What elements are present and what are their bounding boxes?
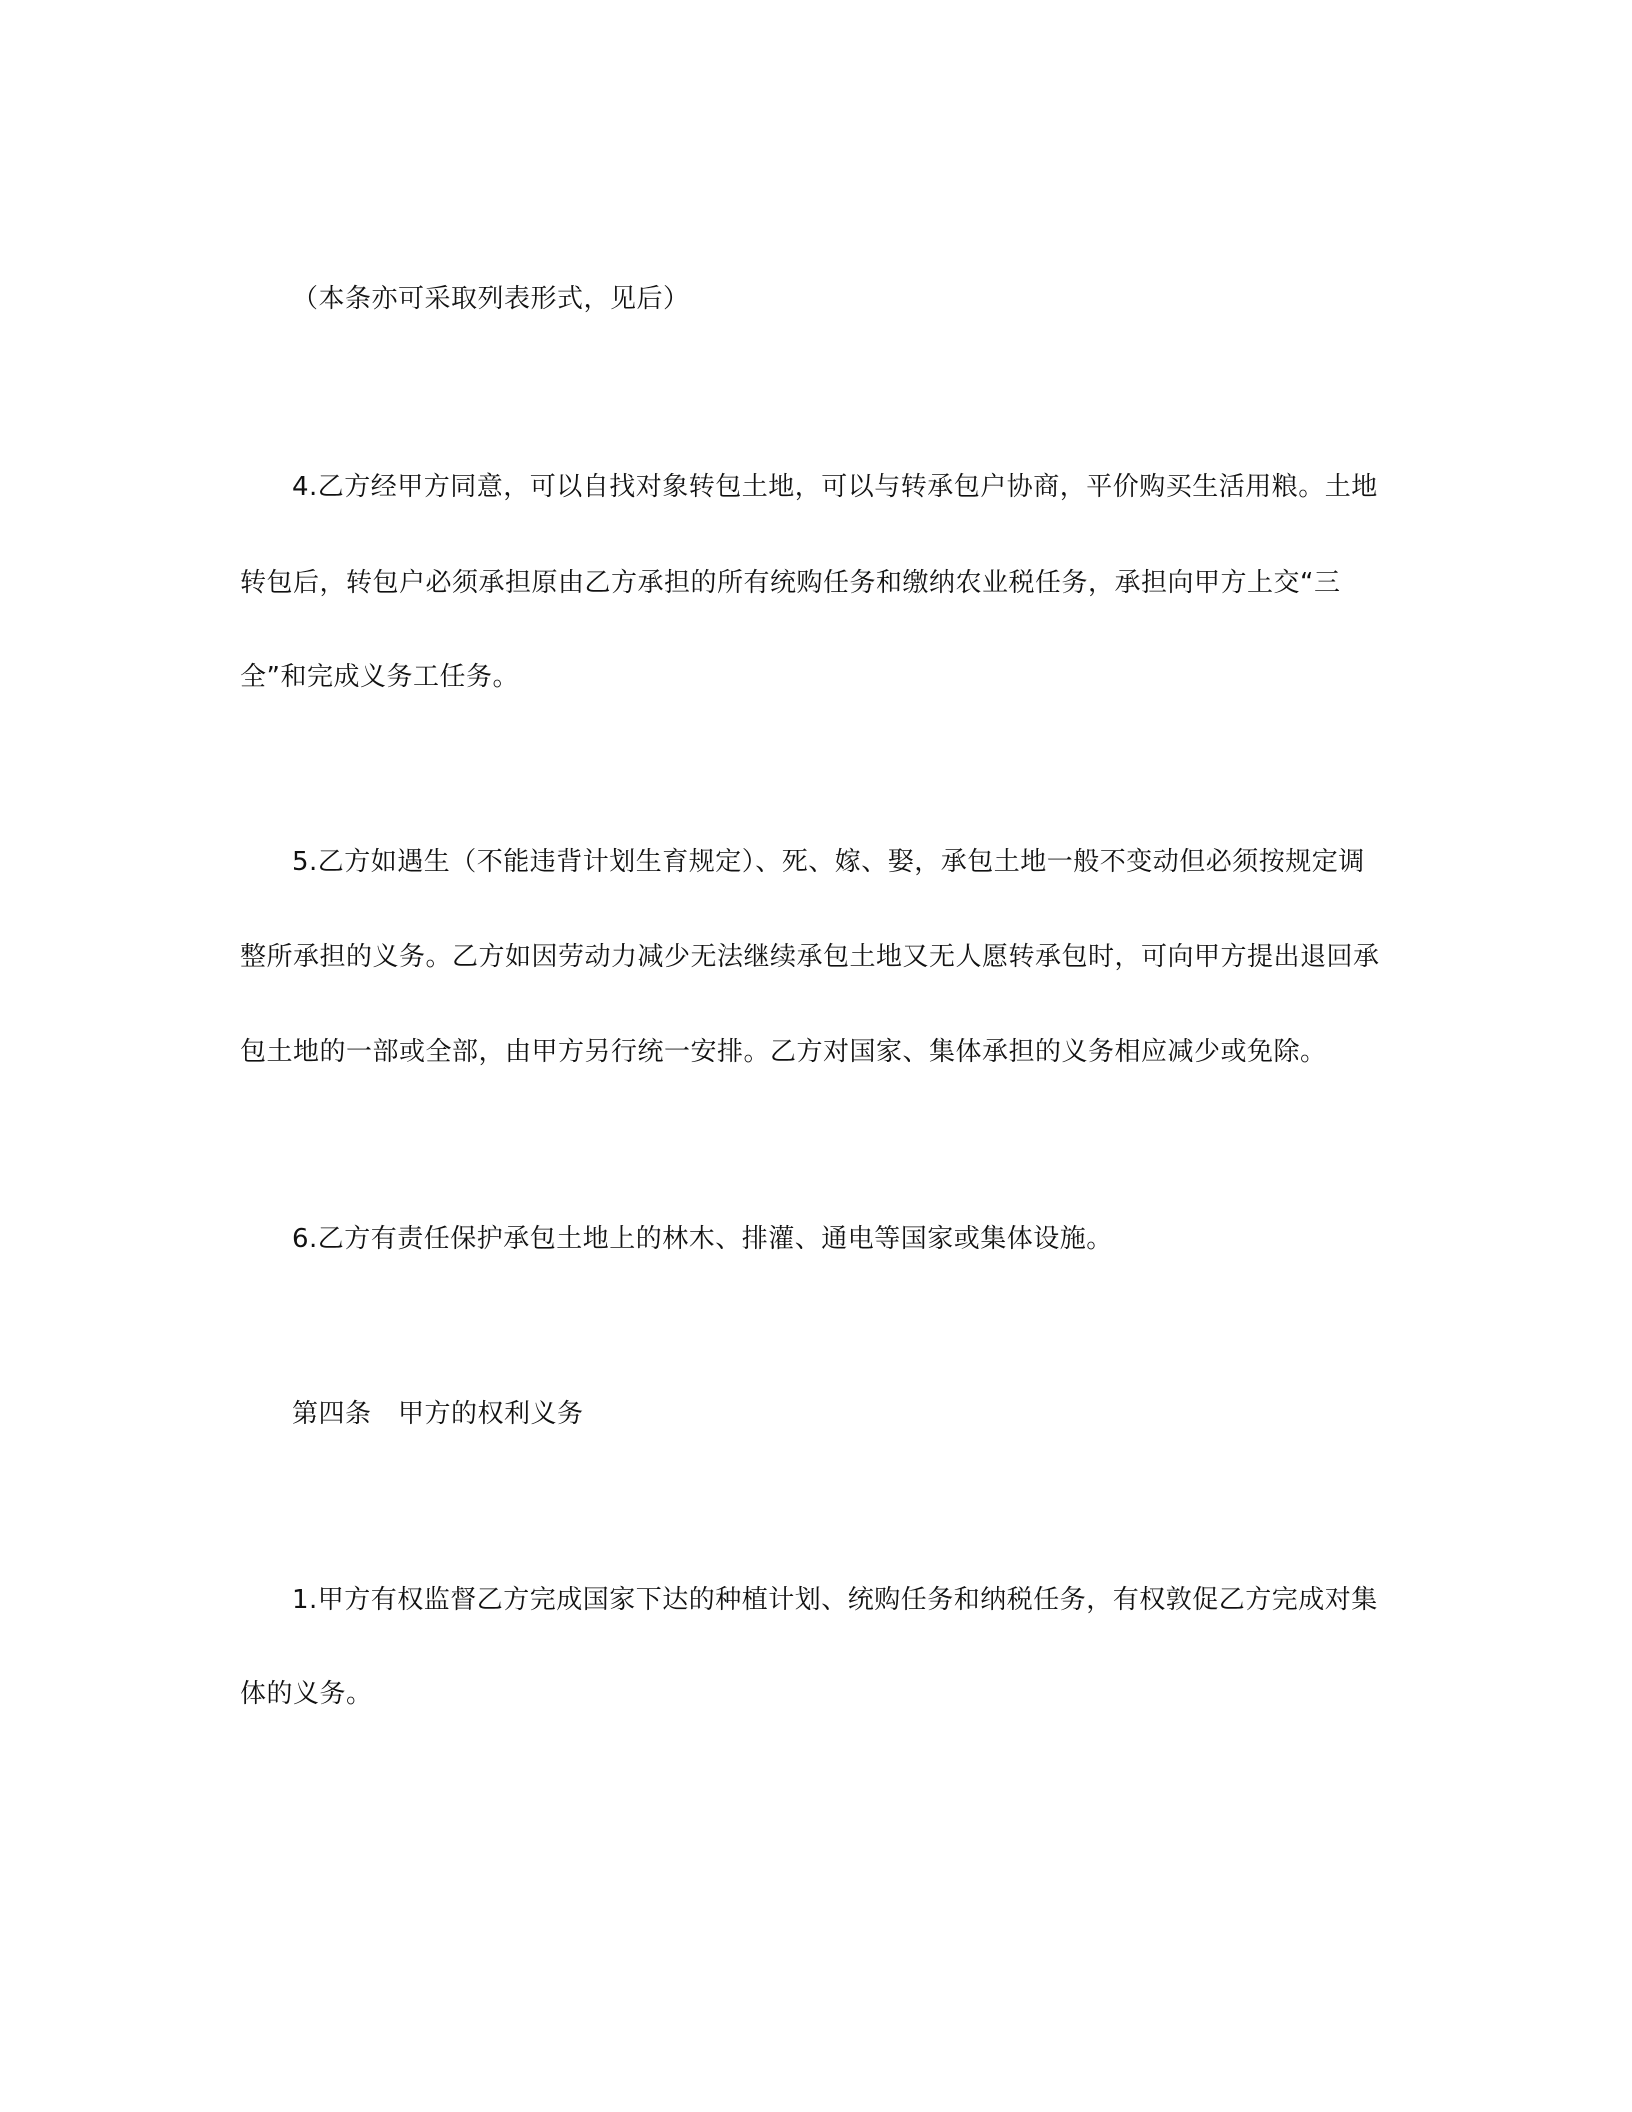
item-4-line-3: 全”和完成义务工任务。 (240, 662, 519, 692)
list-form-note: （本条亦可采取列表形式，见后） (292, 284, 690, 314)
item-4-line-1: 4.乙方经甲方同意，可以自找对象转包土地，可以与转承包户协商，平价购买生活用粮。土地 (292, 472, 1378, 502)
item-4-line-2: 转包后，转包户必须承担原由乙方承担的所有统购任务和缴纳农业税任务，承担向甲方上交“三 (240, 568, 1341, 598)
article-4-item-1-line-2: 体的义务。 (240, 1679, 373, 1709)
article-4-item-1-line-1: 1.甲方有权监督乙方完成国家下达的种植计划、统购任务和纳税任务，有权敦促乙方完成对集 (292, 1585, 1378, 1615)
item-5-line-1: 5.乙方如遇生（不能违背计划生育规定）、死、嫁、娶，承包土地一般不变动但必须按规定调 (292, 847, 1365, 877)
item-5-line-3: 包土地的一部或全部，由甲方另行统一安排。乙方对国家、集体承担的义务相应减少或免除。 (240, 1037, 1327, 1067)
article-4-heading: 第四条 甲方的权利义务 (292, 1399, 584, 1429)
item-6-line-1: 6.乙方有责任保护承包土地上的林木、排灌、通电等国家或集体设施。 (292, 1224, 1113, 1254)
item-5-line-2: 整所承担的义务。乙方如因劳动力减少无法继续承包土地又无人愿转承包时，可向甲方提出退回承 (240, 942, 1380, 972)
